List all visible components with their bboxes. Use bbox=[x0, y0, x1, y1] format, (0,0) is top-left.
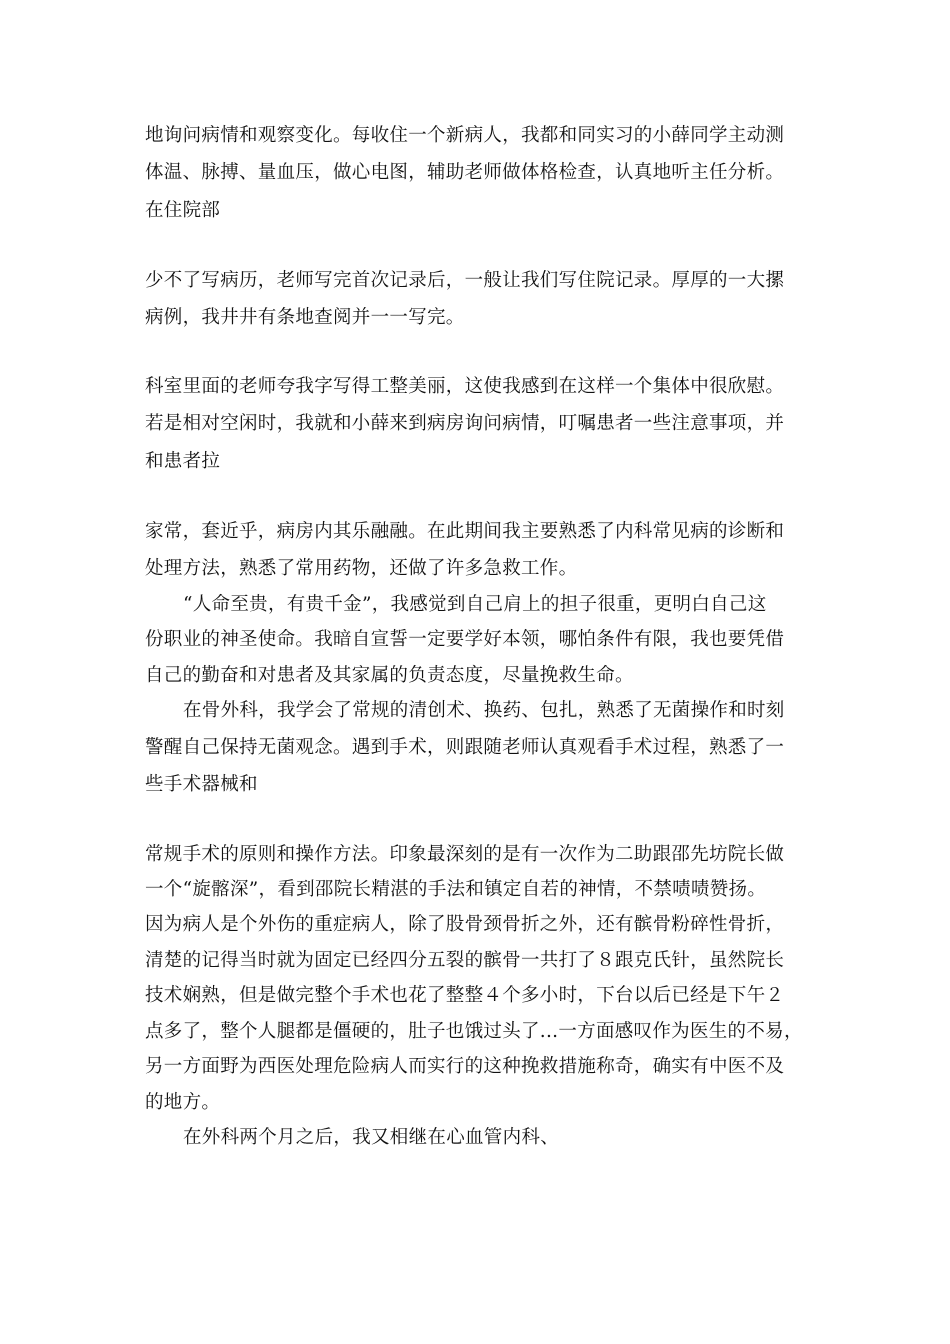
text-line: 病例，我井井有条地查阅并一一写完。 bbox=[145, 307, 465, 328]
text-line: 清楚的记得当时就为固定已经四分五裂的髌骨一共打了８跟克氏针，虽然院长 bbox=[145, 950, 785, 971]
text-line: 点多了，整个人腿都是僵硬的，肚子也饿过头了...一方面感叹作为医生的不易， bbox=[145, 1021, 803, 1042]
text-line: 在骨外科，我学会了常规的清创术、换药、包扎，熟悉了无菌操作和时刻 bbox=[183, 700, 785, 721]
text-line: 另一方面野为西医处理危险病人而实行的这种挽救措施称奇，确实有中医不及 bbox=[145, 1056, 785, 1077]
text-line: 技术娴熟，但是做完整个手术也花了整整４个多小时，下台以后已经是下午２ bbox=[145, 985, 785, 1006]
text-line: 自己的勤奋和对患者及其家属的负责态度，尽量挽救生命。 bbox=[145, 665, 634, 686]
text-line: 若是相对空闲时，我就和小薛来到病房询问病情，叮嘱患者一些注意事项，并 bbox=[145, 413, 785, 434]
text-line: 常规手术的原则和操作方法。印象最深刻的是有一次作为二助跟邵先坊院长做 bbox=[145, 844, 785, 865]
text-line: 科室里面的老师夸我字写得工整美丽，这使我感到在这样一个集体中很欣慰。 bbox=[145, 376, 785, 397]
text-line: 在住院部 bbox=[145, 200, 221, 221]
text-line: 因为病人是个外伤的重症病人，除了股骨颈骨折之外，还有髌骨粉碎性骨折， bbox=[145, 914, 785, 935]
text-line: “人命至贵，有贵千金”，我感觉到自己肩上的担子很重，更明白自己这 bbox=[183, 594, 767, 615]
text-line: 警醒自己保持无菌观念。遇到手术，则跟随老师认真观看手术过程，熟悉了一 bbox=[145, 737, 785, 758]
text-line: 份职业的神圣使命。我暗自宣誓一定要学好本领，哪怕条件有限，我也要凭借 bbox=[145, 629, 785, 650]
text-line: 体温、脉搏、量血压，做心电图，辅助老师做体格检查，认真地听主任分析。 bbox=[145, 162, 785, 183]
text-line: 处理方法，熟悉了常用药物，还做了许多急救工作。 bbox=[145, 558, 578, 579]
text-line: 在外科两个月之后，我又相继在心血管内科、 bbox=[183, 1127, 560, 1148]
text-line: 一个“旋髂深”，看到邵院长精湛的手法和镇定自若的神情，不禁啧啧赞扬。 bbox=[145, 879, 767, 900]
text-line: 少不了写病历，老师写完首次记录后，一般让我们写住院记录。厚厚的一大摞 bbox=[145, 270, 785, 291]
text-line: 地询问病情和观察变化。每收住一个新病人，我都和同实习的小薛同学主动测 bbox=[145, 125, 785, 146]
text-line: 些手术器械和 bbox=[145, 774, 258, 795]
text-line: 的地方。 bbox=[145, 1092, 221, 1113]
text-line: 和患者拉 bbox=[145, 451, 221, 472]
text-line: 家常，套近乎，病房内其乐融融。在此期间我主要熟悉了内科常见病的诊断和 bbox=[145, 521, 785, 542]
